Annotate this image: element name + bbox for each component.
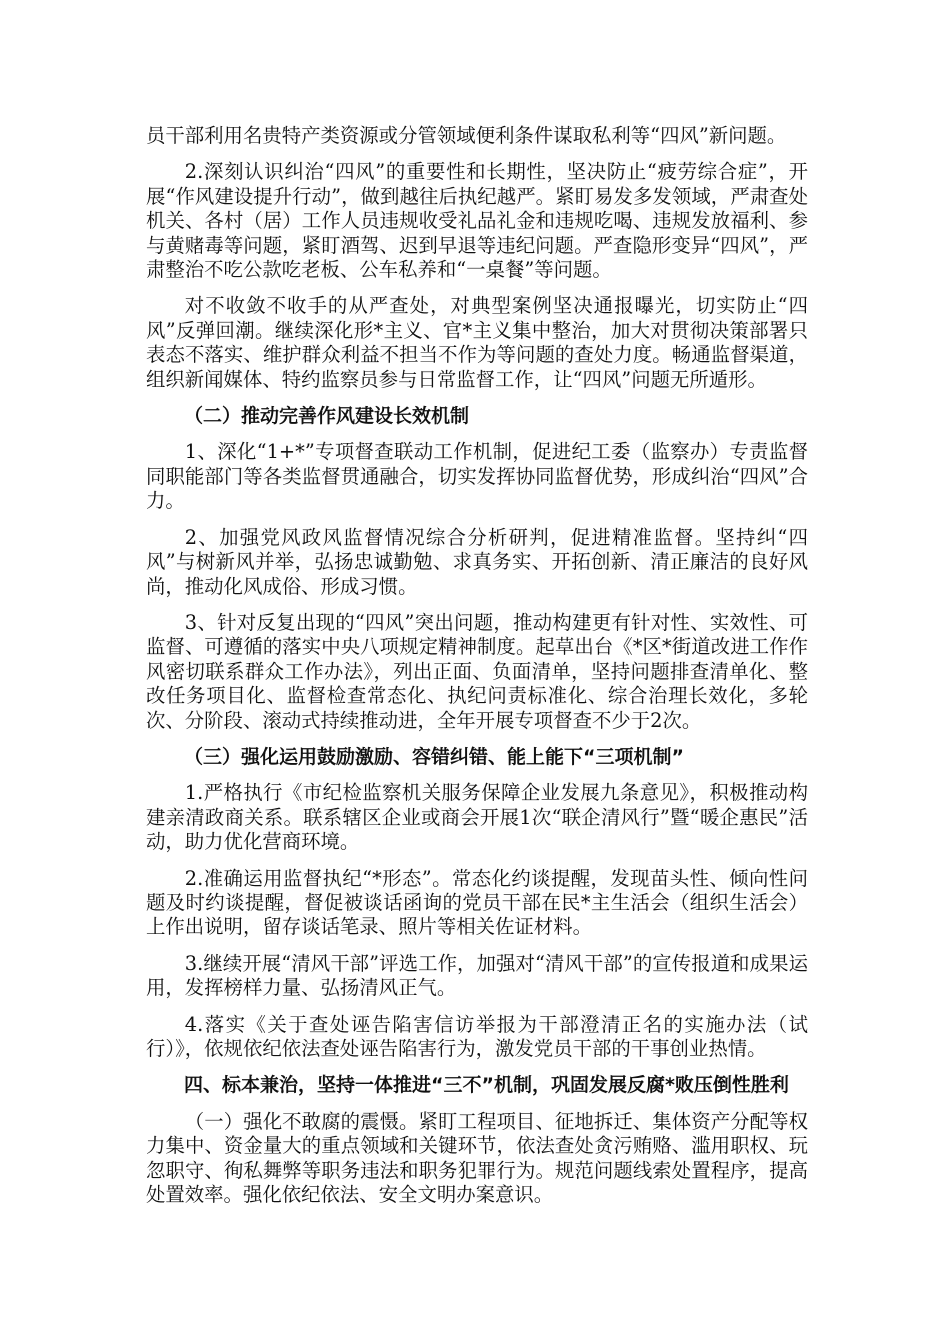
chapter-heading-4: 四、标本兼治，坚持一体推进“三不”机制，巩固发展反腐*败压倒性胜利: [184, 1074, 789, 1097]
paragraph-incentive-4: 4.落实《关于查处诬告陷害信访举报为干部澄清正名的实施办法（试行）》，依规依纪依法查处诬告陷害行为，激发党员干部的干事创业热情。: [146, 1012, 808, 1060]
paragraph-mechanism-2: 2、加强党风政风监督情况综合分析研判，促进精准监督。坚持纠“四风”与树新风并举，弘扬忠诚勤勉、求真务实、开拓创新、清正廉洁的良好风尚，推动化风成俗、形成习惯。: [146, 525, 808, 598]
section-heading-3: （三）强化运用鼓励激励、容错纠错、能上能下“三项机制”: [184, 745, 684, 768]
paragraph-incentive-3: 3.继续开展“清风干部”评选工作，加强对“清风干部”的宣传报道和成果运用，发挥榜样力量、弘扬清风正气。: [146, 951, 808, 1000]
paragraph-item-2: 2.深刻认识纠治“四风”的重要性和长期性，坚决防止“疲劳综合症”，开展“作风建设提升行动”，做到越往后执纪越严。紧盯易发多发领域，严肃查处机关、各村（居）工作人员违规收受礼品礼金和违规吃喝、违规发放福利、参与黄赌毒等问题，紧盯酒驾、迟到早退等违纪问题。严查隐形变异“四风”，严肃整治不吃公款吃老板、公车私养和“一桌餐”等问题。: [146, 160, 808, 282]
document-body: [146, 124, 808, 1219]
paragraph-incentive-1: 1.严格执行《市纪检监察机关服务保障企业发展九条意见》，积极推动构建亲清政商关系。联系辖区企业或商会开展1次“联企清风行”暨“暖企惠民”活动，助力优化营商环境。: [146, 781, 808, 854]
paragraph-deterrence: （一）强化不敢腐的震慑。紧盯工程项目、征地拆迁、集体资产分配等权力集中、资金量大的重点领域和关键环节，依法查处贪污贿赂、滥用职权、玩忽职守、徇私舞弊等职务违法和职务犯罪行为。规范问题线索处置程序，提高处置效率。强化依纪依法、安全文明办案意识。: [146, 1109, 808, 1207]
paragraph-continued: 员干部利用名贵特产类资源或分管领域便利条件谋取私利等“四风”新问题。: [146, 124, 787, 147]
paragraph-incentive-2: 2.准确运用监督执纪“*形态”。常态化约谈提醒，发现苗头性、倾向性问题及时约谈提醒，督促被谈话函询的党员干部在民*主生活会（组织生活会）上作出说明，留存谈话笔录、照片等相关佐证材料。: [146, 866, 808, 939]
paragraph-mechanism-3: 3、针对反复出现的“四风”突出问题，推动构建更有针对性、实效性、可监督、可遵循的落实中央八项规定精神制度。起草出台《*区*街道改进工作作风密切联系群众工作办法》，列出正面、负面清单，坚持问题排查清单化、整改任务项目化、监督检查常态化、执纪问责标准化、综合治理长效化，多轮次、分阶段、滚动式持续推动进，全年开展专项督查不少于2次。: [146, 610, 808, 732]
section-heading-2: （二）推动完善作风建设长效机制: [184, 405, 470, 428]
paragraph-mechanism-1: 1、深化“1+*”专项督查联动工作机制，促进纪工委（监察办）专责监督同职能部门等各类监督贯通融合，切实发挥协同监督优势，形成纠治“四风”合力。: [146, 440, 808, 513]
paragraph-strict-investigation: 对不收敛不收手的从严查处，对典型案例坚决通报曝光，切实防止“四风”反弹回潮。继续深化形*主义、官*主义集中整治，加大对贯彻决策部署只表态不落实、维护群众利益不担当不作为等问题的查处力度。畅通监督渠道，组织新闻媒体、特约监察员参与日常监督工作，让“四风”问题无所遁形。: [146, 294, 808, 391]
